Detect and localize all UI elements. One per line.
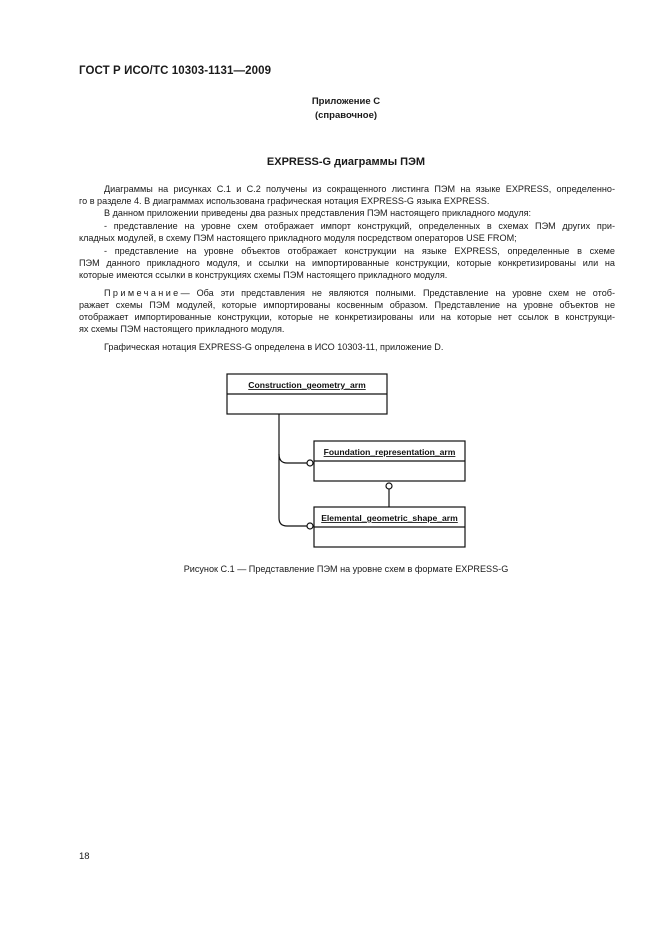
annex-subtitle: (справочное): [314, 110, 378, 121]
paragraph-line: Диаграммы на рисунках C.1 и C.2 получены из сокращенного листинга ПЭМ на языке EXPRESS, определенно-: [104, 184, 615, 194]
paragraph-line: кладных модулей, в схему ПЭМ настоящего прикладного модуля посредством операторов USE FROM;: [79, 233, 517, 243]
relationship-end-circle: [386, 483, 392, 489]
entity-box-elemental-geometric-shape[interactable]: [314, 507, 465, 547]
paragraph-line: - представление на уровне схем отображает импорт конструкций, определенных в схемах ПЭМ других при-: [104, 221, 615, 231]
figure-caption: Рисунок C.1 — Представление ПЭМ на уровне схем в формате EXPRESS-G: [183, 564, 509, 574]
paragraph-line: го в разделе 4. В диаграммах использована графическая нотация EXPRESS-G языка EXPRESS.: [79, 196, 490, 206]
relationship-end-circle: [307, 523, 313, 529]
paragraph-line: - представление на уровне объектов отображает конструкции на языке EXPRESS, определенные в схеме: [104, 246, 615, 256]
paragraph-line: которые имеются ссылки в конструкциях схемы ПЭМ настоящего прикладного модуля.: [79, 270, 448, 280]
entity-box-construction-geometry[interactable]: [227, 374, 387, 414]
entity-label: Elemental_geometric_shape_arm: [321, 513, 458, 523]
relationship-end-circle: [307, 460, 313, 466]
paragraph-line: В данном приложении приведены два разных представления ПЭМ настоящего прикладного модуля:: [104, 208, 532, 218]
document-code-header: ГОСТ Р ИСО/ТС 10303-1131—2009: [79, 65, 272, 77]
section-title: EXPRESS-G диаграммы ПЭМ: [266, 156, 426, 168]
entity-label: Foundation_representation_arm: [323, 447, 456, 457]
note-text: — Оба эти представления не являются полными. Представление на уровне схем не отоб-: [180, 288, 615, 298]
page-number: 18: [79, 851, 90, 862]
entity-box-foundation-representation[interactable]: [314, 441, 465, 481]
entity-label: Construction_geometry_arm: [248, 380, 366, 390]
note-label: Примечание: [104, 288, 181, 298]
paragraph-line: Графическая нотация EXPRESS-G определена в ИСО 10303-11, приложение D.: [104, 342, 444, 352]
paragraph-line: ражает схемы ПЭМ модулей, которые импортированы косвенным образом. Представление на уровне объектов не: [79, 300, 615, 310]
annex-title: Приложение C: [311, 96, 381, 107]
paragraph-line: ПЭМ данного прикладного модуля, и ссылки на импортированные конструкции, которые конкретизированы или на: [79, 258, 615, 268]
paragraph-line: отображает импортированные конструкции, которые не конкретизированы или на которые нет ссылок в конструкци-: [79, 312, 615, 322]
paragraph-line: ях схемы ПЭМ настоящего прикладного модуля.: [79, 324, 285, 334]
